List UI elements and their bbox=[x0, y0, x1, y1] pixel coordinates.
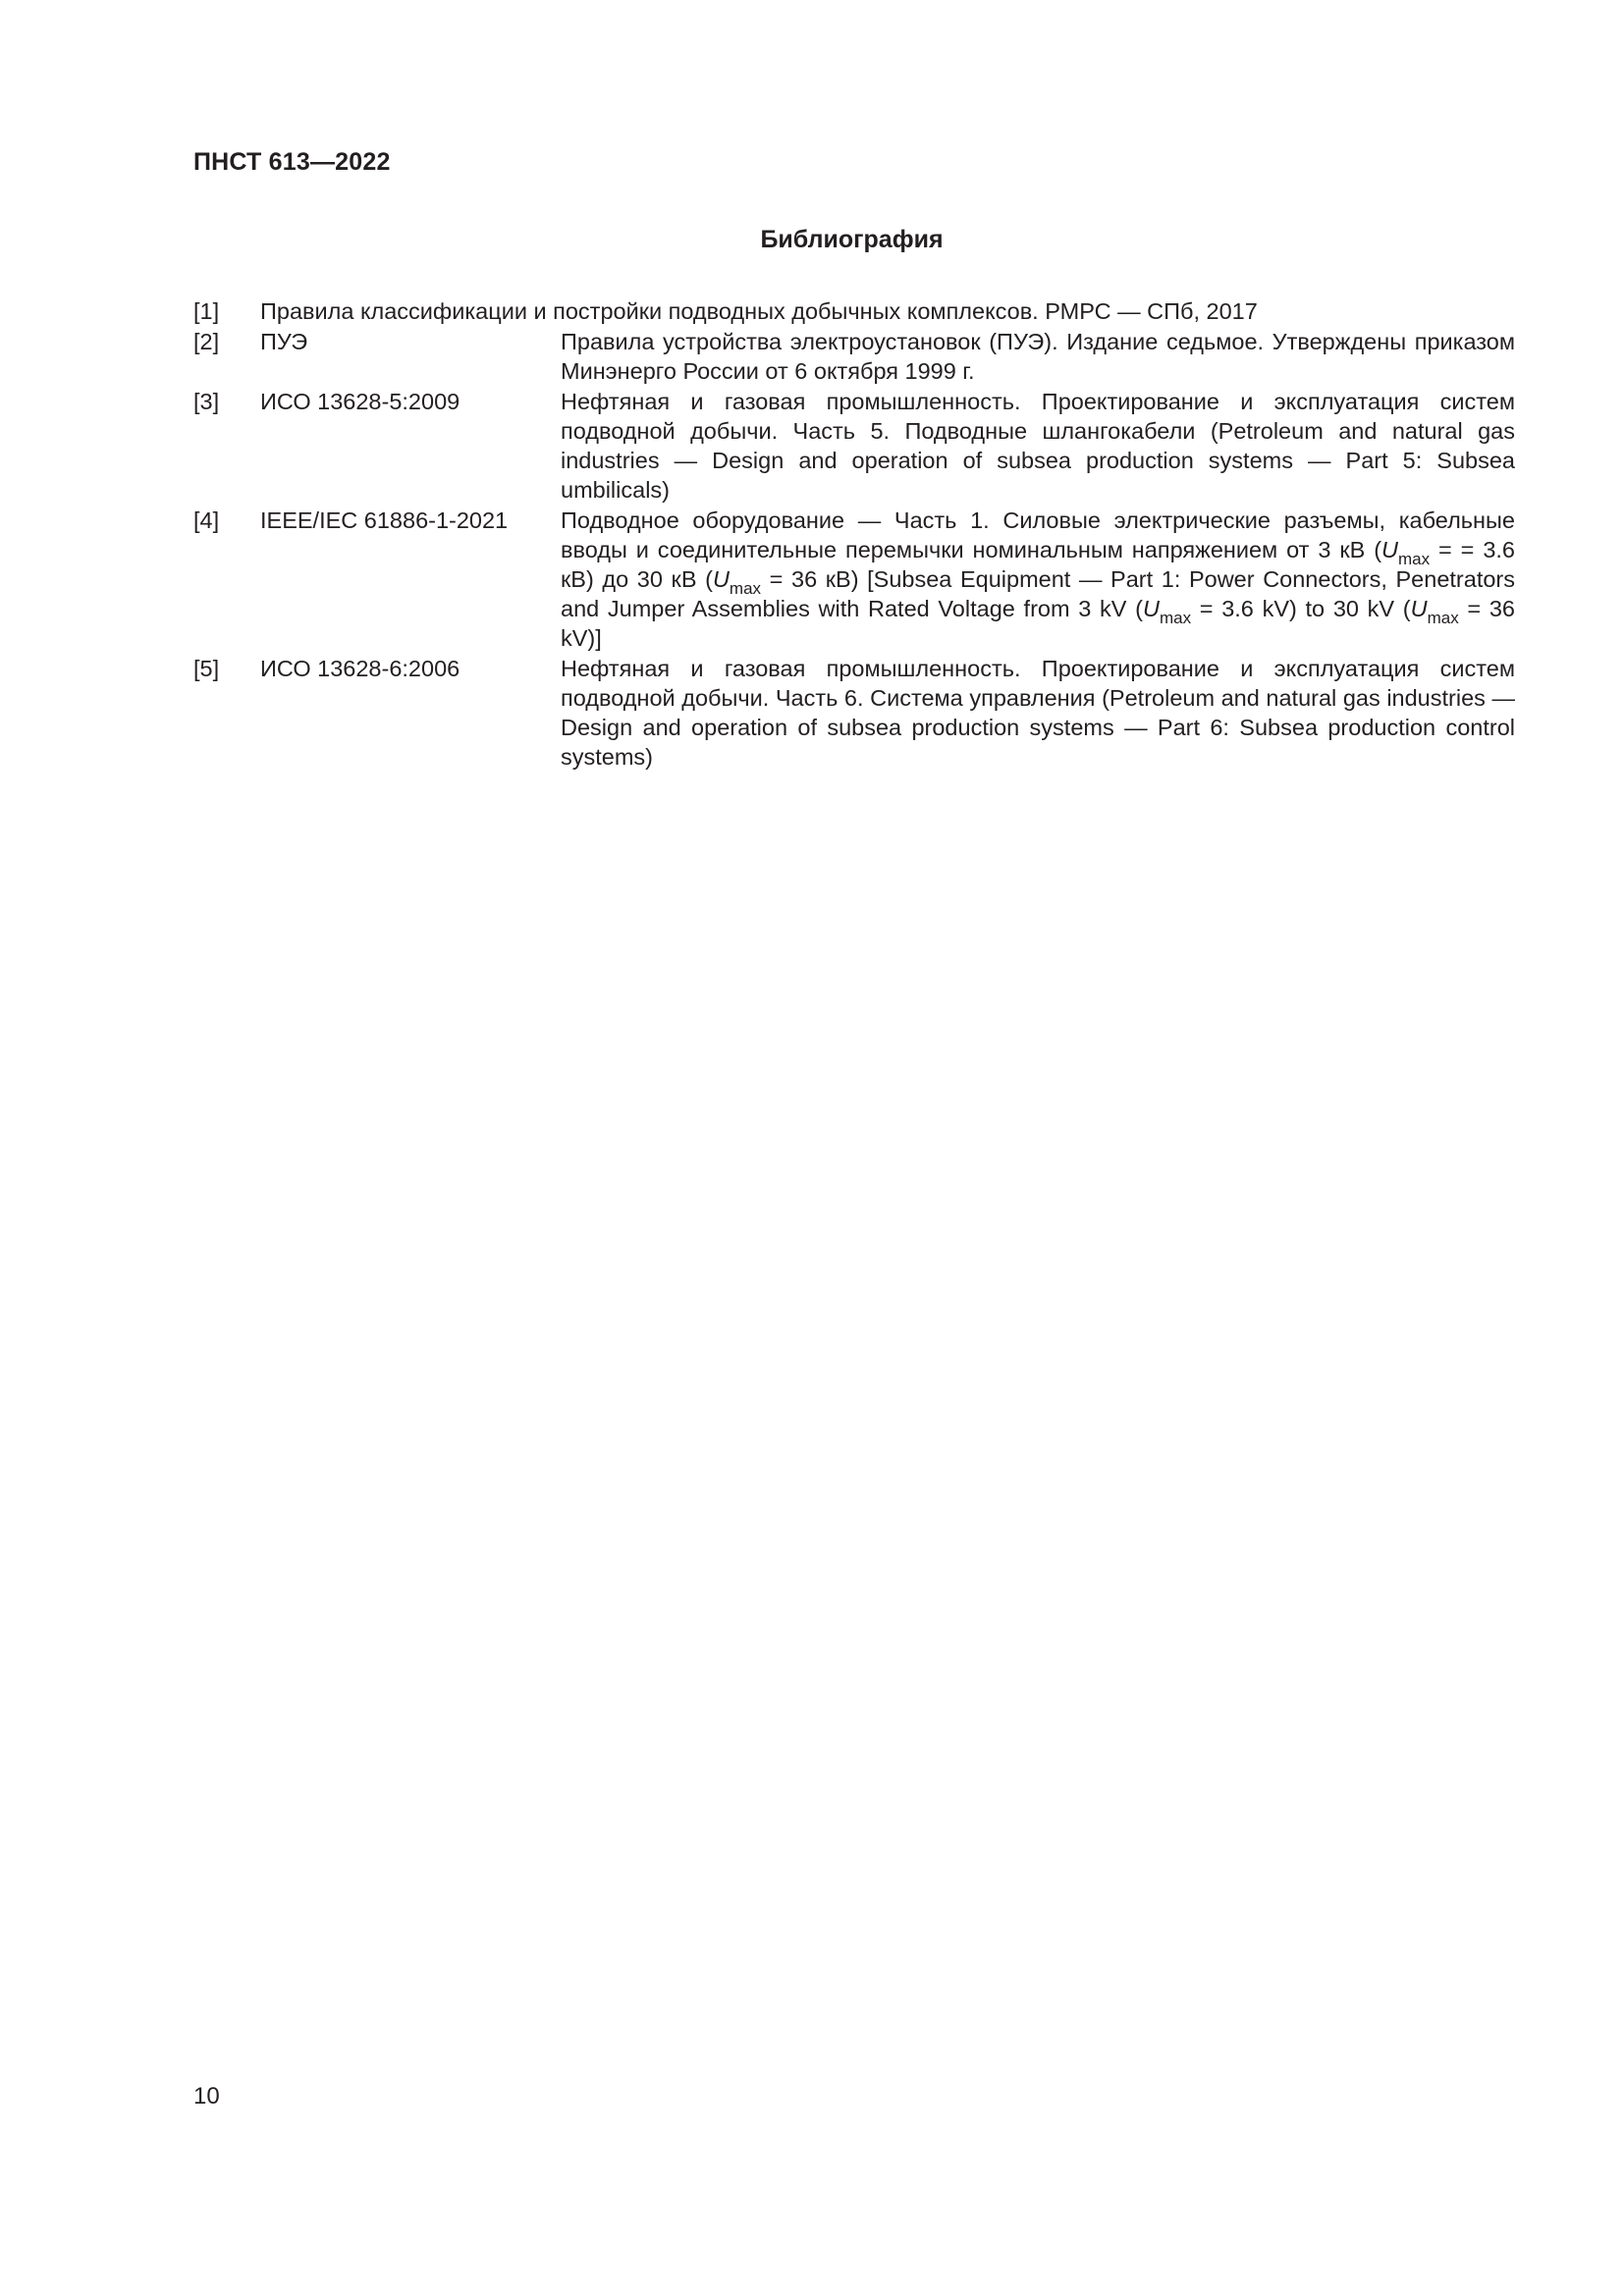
entry-text bbox=[561, 506, 1515, 653]
entry-number: [1] bbox=[193, 298, 220, 324]
bibliography-entry bbox=[193, 327, 1515, 386]
entry-text-part: = 36 кВ) [Subsea Equipment — Part 1: Power Connectors, Penetrators and Jumper Assemblies with Rated Voltage from 3 kV ( bbox=[561, 566, 1515, 621]
document-header: ПНСТ 613—2022 bbox=[193, 148, 391, 176]
bibliography-entry bbox=[193, 296, 1515, 326]
entry-text-part: = 3.6 kV) to 30 kV ( bbox=[1191, 596, 1411, 621]
subscript-max: max bbox=[729, 578, 762, 598]
bibliography-entry bbox=[193, 387, 1515, 505]
bibliography-entry bbox=[193, 654, 1515, 772]
entry-number: [4] bbox=[193, 507, 220, 533]
symbol-u: U bbox=[1142, 596, 1160, 621]
subscript-max: max bbox=[1159, 608, 1192, 627]
subscript-max: max bbox=[1398, 549, 1431, 568]
entry-source: IEEE/IEC 61886-1-2021 bbox=[260, 507, 509, 533]
entry-text: Нефтяная и газовая промышленность. Проектирование и эксплуатация систем подводной добычи. Часть 5. Подводные шлангокабели (Petroleum and natural gas industries — Design and operation of subsea production systems — Part 5: Subsea umbilicals) bbox=[561, 389, 1515, 503]
entry-text: Правила классификации и постройки подводных добычных комплексов. РМРС — СПб, 2017 bbox=[260, 298, 1258, 324]
entry-text: Нефтяная и газовая промышленность. Проектирование и эксплуатация систем подводной добычи. Часть 6. Система управления (Petroleum and natural gas industries — Design and operation of subsea production systems — Part 6: Subsea production control systems) bbox=[561, 656, 1515, 770]
bibliography-entry bbox=[193, 506, 1515, 653]
entry-source: ИСО 13628-6:2006 bbox=[260, 656, 460, 681]
bibliography-list bbox=[193, 296, 1515, 773]
entry-source: ИСО 13628-5:2009 bbox=[260, 389, 460, 414]
entry-text-part: = = 3.6 кВ) до 30 кВ ( bbox=[561, 537, 1515, 592]
entry-number: [3] bbox=[193, 389, 220, 414]
symbol-u: U bbox=[1410, 596, 1428, 621]
entry-text-part: Подводное оборудование — Часть 1. Силовые электрические разъемы, кабельные вводы и соединительные перемычки номинальным напряжением от 3 кВ ( bbox=[561, 507, 1515, 562]
entry-source: ПУЭ bbox=[260, 329, 308, 354]
entry-number: [2] bbox=[193, 329, 220, 354]
entry-text: Правила устройства электроустановок (ПУЭ). Издание седьмое. Утверждены приказом Минэнерго России от 6 октября 1999 г. bbox=[561, 329, 1515, 384]
subscript-max: max bbox=[1427, 608, 1459, 627]
entry-text-part: = 36 kV)] bbox=[561, 596, 1515, 651]
page-number: 10 bbox=[193, 2083, 220, 2109]
symbol-u: U bbox=[1381, 537, 1399, 562]
entry-number: [5] bbox=[193, 656, 220, 681]
section-title: Библиография bbox=[760, 226, 944, 253]
symbol-u: U bbox=[712, 566, 730, 592]
